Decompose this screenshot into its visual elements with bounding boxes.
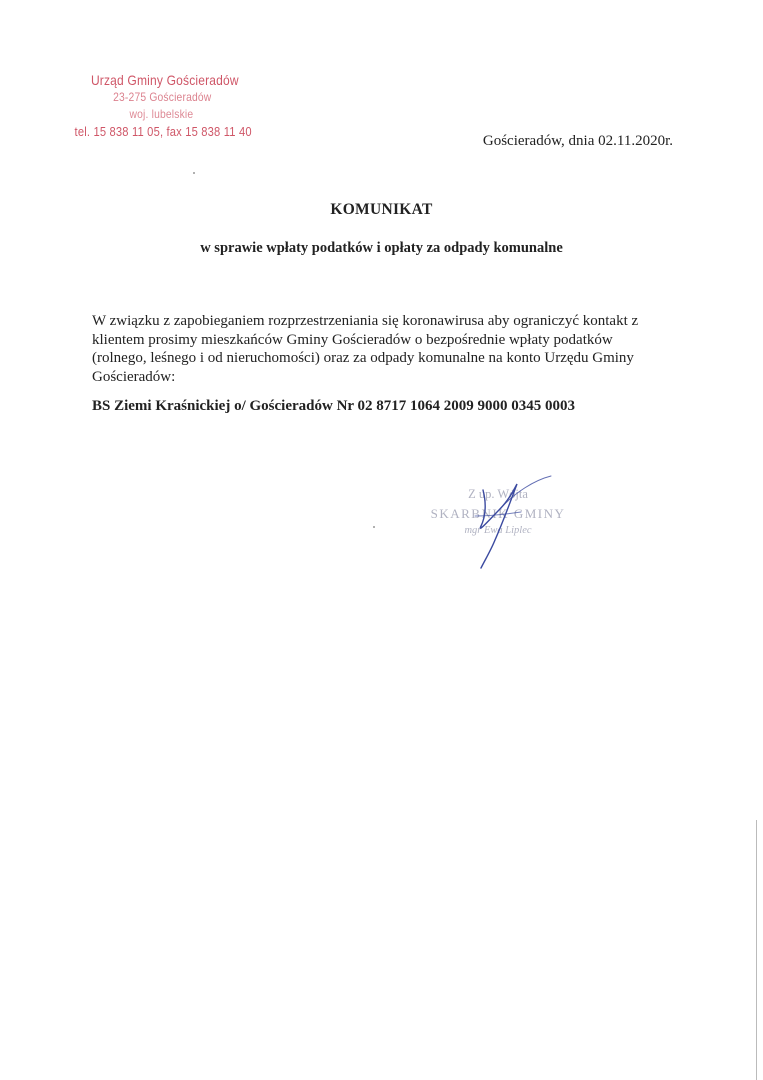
signature-stamp-person: mgr Ewa Liplec xyxy=(464,525,532,536)
document-title: KOMUNIKAT xyxy=(330,201,433,218)
signature-stamp-position: SKARBNIK GMINY xyxy=(430,506,566,521)
office-stamp xyxy=(74,72,252,140)
document-date: Gościeradów, dnia 02.11.2020r. xyxy=(482,133,673,149)
handwritten-signature xyxy=(455,470,565,570)
stamp-office-name: Urząd Gminy Gościeradów xyxy=(90,72,239,88)
scan-speck xyxy=(373,526,375,528)
body-line: klientem prosimy mieszkańców Gminy Gościeradów o bezpośrednie wpłaty podatków xyxy=(92,331,613,348)
body-line: W związku z zapobieganiem rozprzestrzeniania się koronawirusa aby ograniczyć kontakt z xyxy=(92,313,639,329)
signature-stamp-authority: Z up. Wójta xyxy=(468,487,528,501)
scan-speck xyxy=(193,172,195,174)
body-paragraph xyxy=(92,312,672,386)
bank-account: BS Ziemi Kraśnickiej o/ Gościeradów Nr 02 8717 1064 2009 9000 0345 0003 xyxy=(92,398,576,414)
scan-edge xyxy=(756,820,757,1080)
body-line: (rolnego, leśnego i od nieruchomości) oraz za odpady komunalne na konto Urzędu Gminy xyxy=(92,350,634,366)
body-line: Gościeradów: xyxy=(92,368,176,385)
stamp-address: 23-275 Gościeradów xyxy=(113,90,212,104)
stamp-region: woj. lubelskie xyxy=(129,107,194,121)
document-subtitle: w sprawie wpłaty podatków i opłaty za odpady komunalne xyxy=(200,240,563,256)
stamp-phone-fax: tel. 15 838 11 05, fax 15 838 11 40 xyxy=(74,124,252,139)
